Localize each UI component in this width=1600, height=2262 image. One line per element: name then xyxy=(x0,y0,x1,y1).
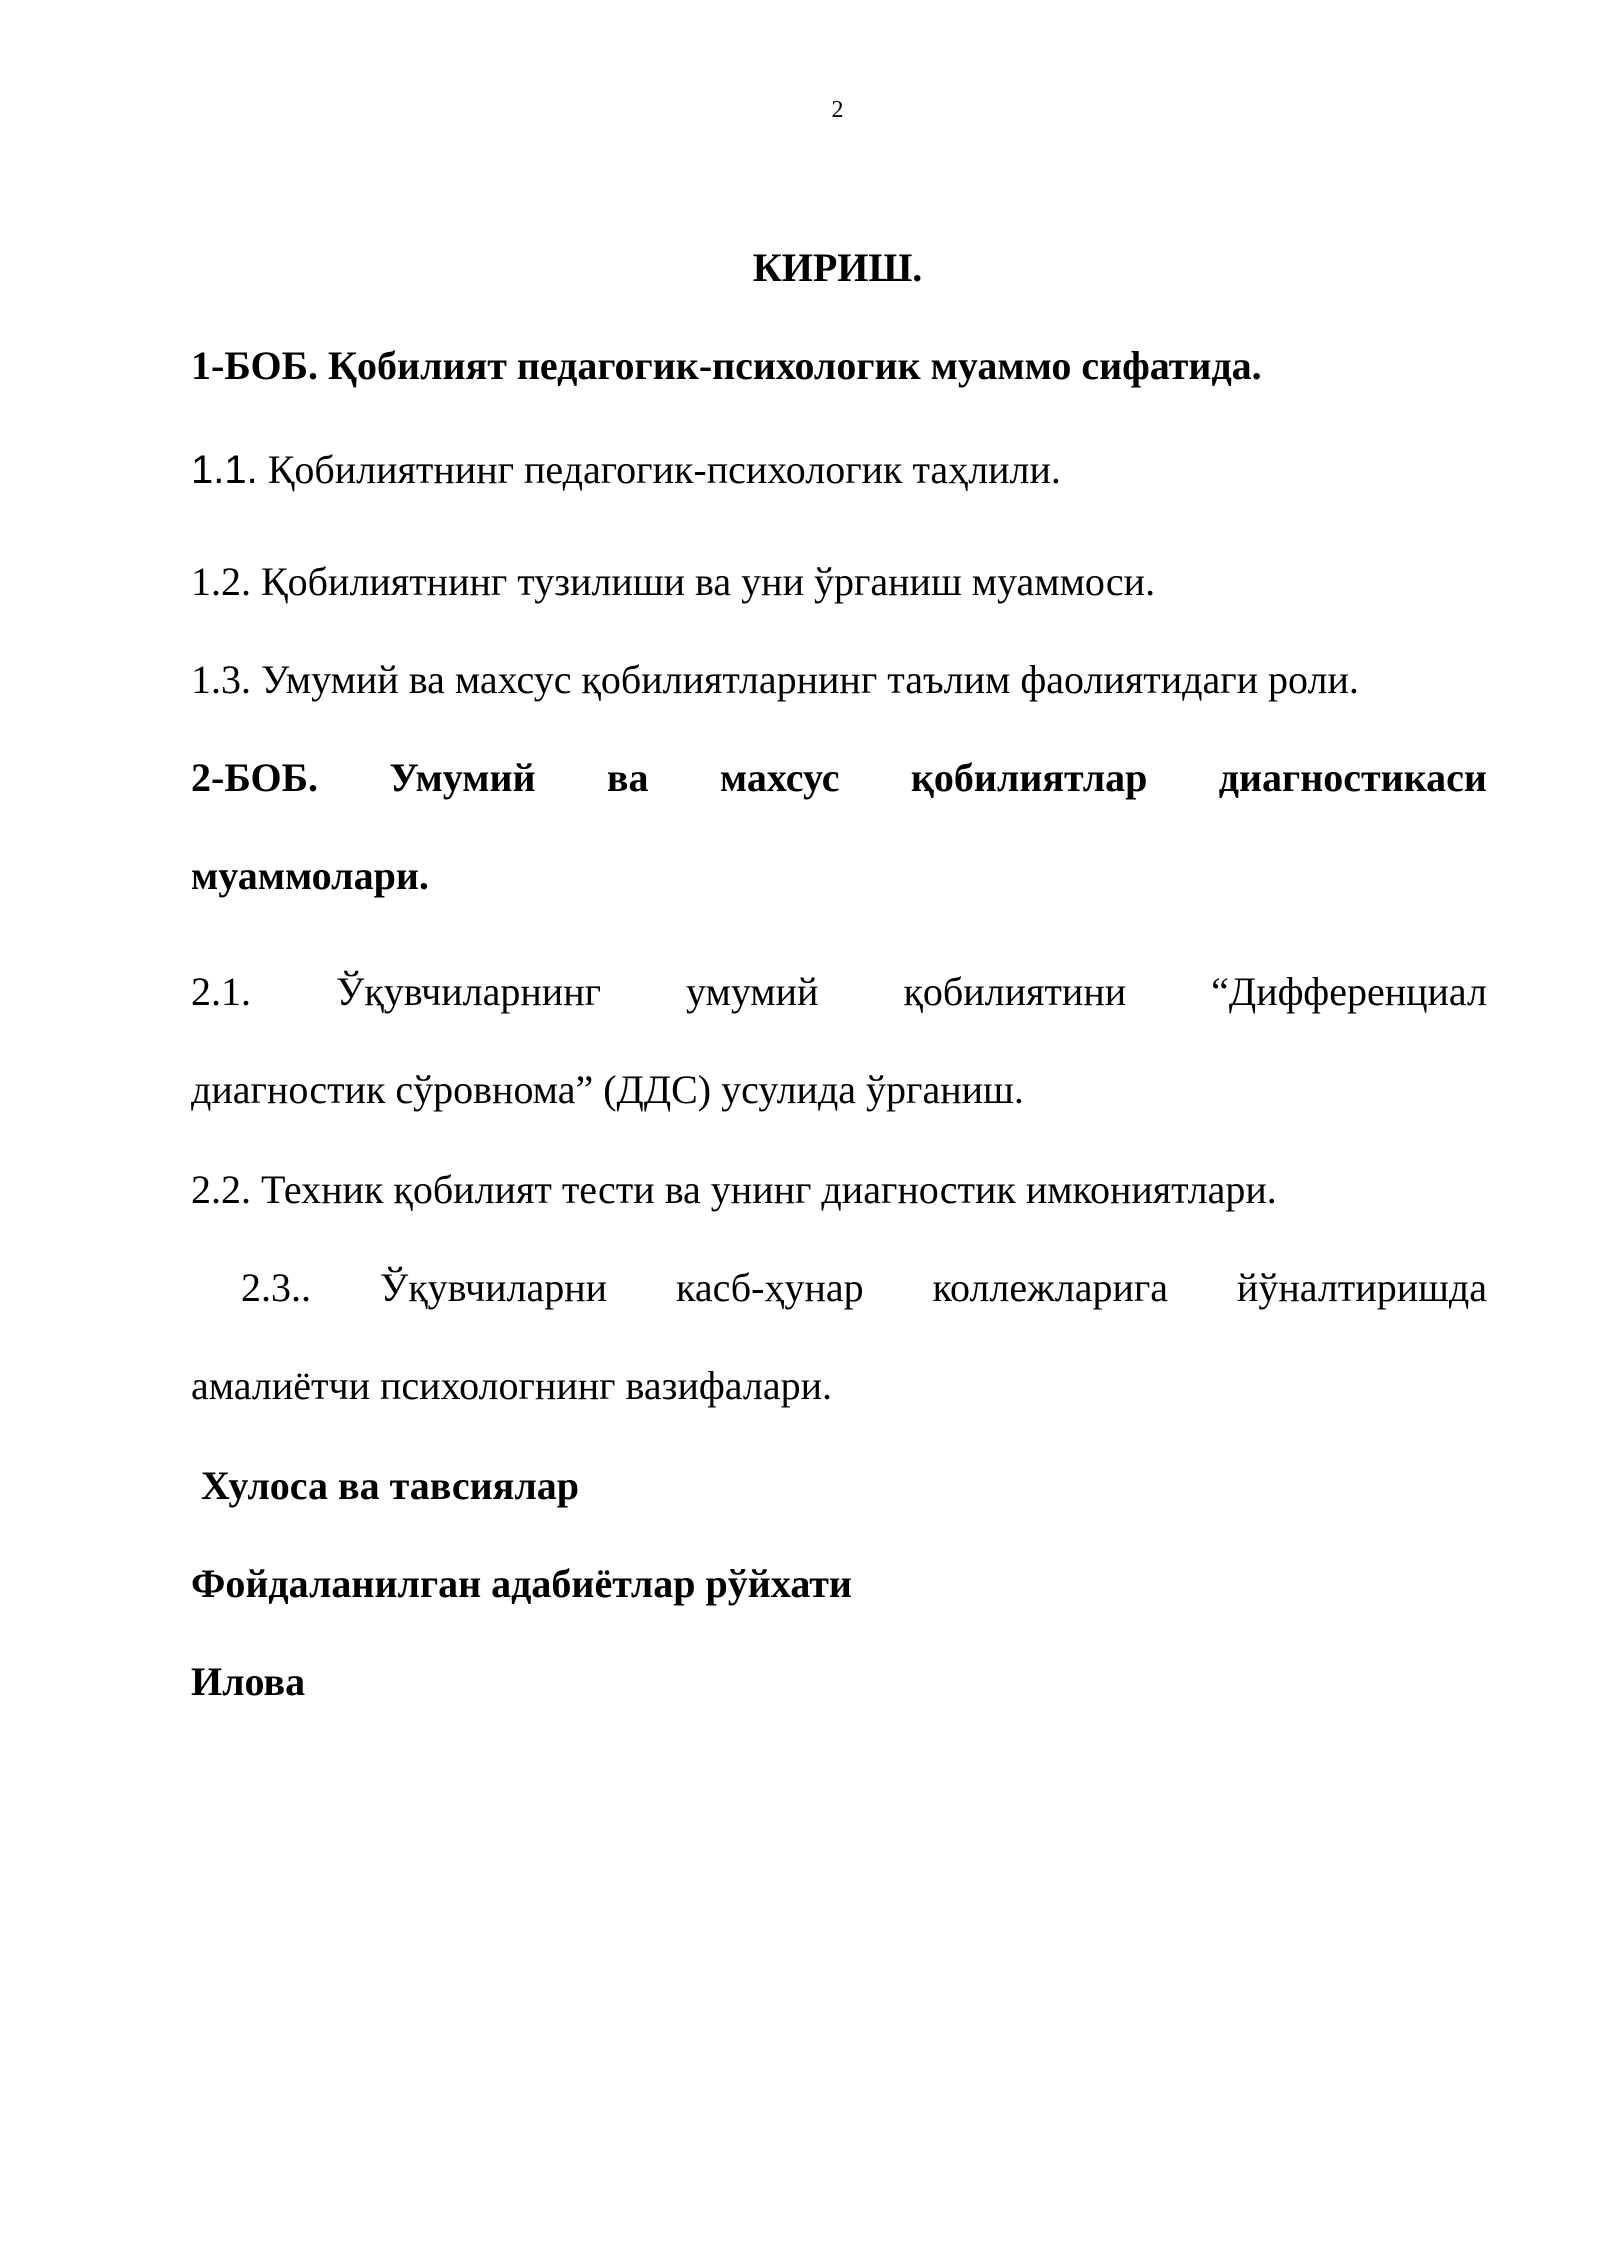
chapter-2-word: ва xyxy=(606,755,649,800)
section-2-3-word: Ўқувчиларни xyxy=(379,1265,608,1310)
chapter-2-word: қобилиятлар xyxy=(910,755,1148,800)
chapter-2-word: диагностикаси xyxy=(1218,755,1487,800)
toc-appendix: Илова xyxy=(191,1659,306,1704)
toc-section-2-3-continued: амалиётчи психологнинг вазифалари. xyxy=(191,1363,832,1408)
toc-section-2-3 xyxy=(241,1264,1487,1312)
toc-section-2-1 xyxy=(191,968,1487,1016)
toc-section-1-3: 1.3. Умумий ва махсус қобилиятларнинг таълим фаолиятидаги роли. xyxy=(191,657,1359,702)
section-2-1-word: Ўқувчиларнинг xyxy=(336,969,602,1014)
toc-conclusion: Хулоса ва тавсиялар xyxy=(201,1463,580,1508)
section-2-1-word: 2.1. xyxy=(191,969,251,1014)
page-number: 2 xyxy=(831,97,844,123)
section-2-1-word: умумий xyxy=(686,969,819,1014)
toc-references: Фойдаланилган адабиётлар рўйхати xyxy=(191,1561,852,1606)
toc-section-2-1-continued: диагностик сўровнома” (ДДС) усулида ўрганиш. xyxy=(191,1067,1024,1112)
section-1-1-text: Қобилиятнинг педагогик-психологик таҳлили. xyxy=(257,447,1061,492)
chapter-2-word: Умумий xyxy=(389,755,536,800)
chapter-2-word: 2-БОБ. xyxy=(191,755,319,800)
section-2-3-word: касб-ҳунар xyxy=(675,1265,864,1310)
toc-chapter-1-title: 1-БОБ. Қобилият педагогик-психологик муаммо сифатида. xyxy=(191,343,1262,388)
section-2-3-word: 2.3.. xyxy=(241,1265,311,1310)
toc-section-1-2: 1.2. Қобилиятнинг тузилиши ва уни ўрганиш муаммоси. xyxy=(191,559,1156,604)
section-1-1-number: 1.1. xyxy=(191,448,258,492)
section-2-3-word: коллежларига xyxy=(932,1265,1169,1310)
toc-section-1-1 xyxy=(191,446,1487,494)
section-2-1-word: “Дифференциал xyxy=(1211,969,1487,1014)
toc-section-2-2: 2.2. Техник қобилият тести ва унинг диагностик имкониятлари. xyxy=(191,1167,1277,1212)
toc-intro: КИРИШ. xyxy=(752,245,923,290)
toc-chapter-2-title-continued: муаммолари. xyxy=(191,853,429,898)
section-2-3-word: йўналтиришда xyxy=(1236,1265,1487,1310)
toc-chapter-2-title xyxy=(191,754,1487,802)
chapter-2-word: махсус xyxy=(719,755,840,800)
section-2-1-word: қобилиятини xyxy=(903,969,1127,1014)
